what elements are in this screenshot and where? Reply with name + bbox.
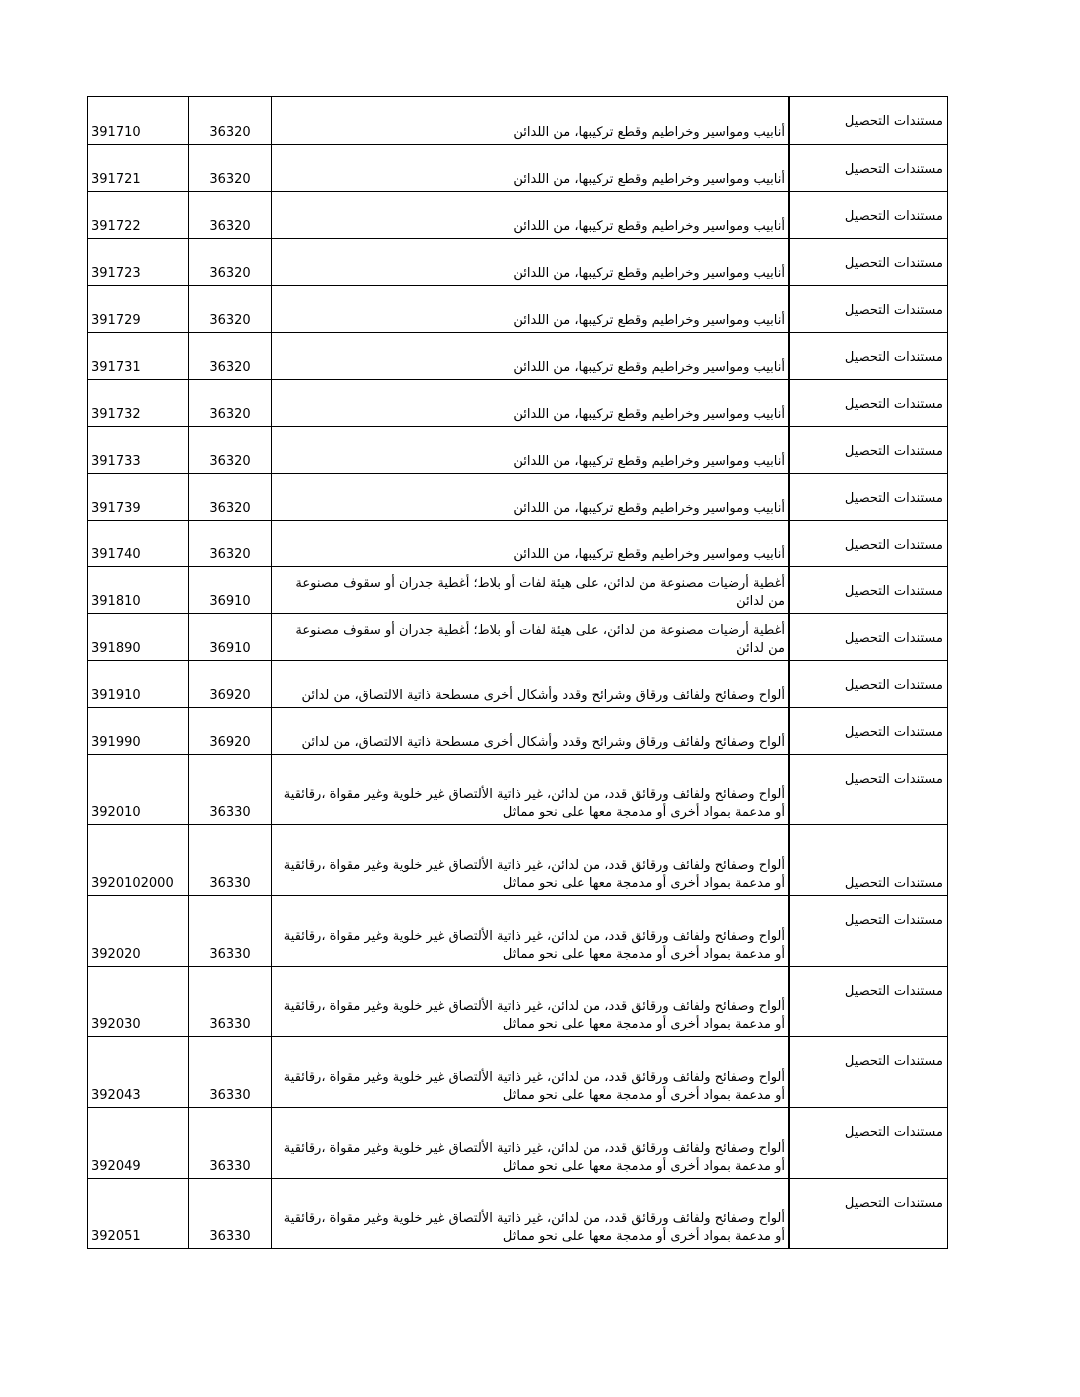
cpc-code-cell: 36920: [189, 708, 272, 755]
hs-code-cell: 391910: [88, 661, 189, 708]
hs-code-cell: 391732: [88, 380, 189, 427]
description-cell: أنابيب ومواسير وخراطيم وقطع تركيبها، من اللدائن: [272, 521, 790, 567]
hs-code-cell: 3920102000: [88, 825, 189, 896]
cpc-code-cell: 36320: [189, 333, 272, 380]
table-row: [88, 97, 948, 145]
category-cell: مستندات التحصيل: [789, 192, 948, 239]
description-cell: أنابيب ومواسير وخراطيم وقطع تركيبها، من اللدائن: [272, 474, 790, 521]
category-cell: مستندات التحصيل: [789, 967, 948, 1037]
hs-code-cell: 391722: [88, 192, 189, 239]
table-row: [88, 967, 948, 1037]
description-cell: أنابيب ومواسير وخراطيم وقطع تركيبها، من اللدائن: [272, 380, 790, 427]
category-cell: مستندات التحصيل: [789, 896, 948, 967]
description-cell: أنابيب ومواسير وخراطيم وقطع تركيبها، من اللدائن: [272, 192, 790, 239]
category-cell: مستندات التحصيل: [789, 614, 948, 661]
description-cell: أنابيب ومواسير وخراطيم وقطع تركيبها، من اللدائن: [272, 239, 790, 286]
hs-code-cell: 391729: [88, 286, 189, 333]
description-cell: ألواح وصفائح ولفائف ورقائق قدد، من لدائن، غير ذاتية الألتصاق غير خلوية وغير مقواة ،رقائقية أو مدعمة بمواد أخرى أو مدمجة معها على نحو مماثل: [272, 825, 790, 896]
hs-code-cell: 391990: [88, 708, 189, 755]
hs-code-cell: 391740: [88, 521, 189, 567]
description-cell: أنابيب ومواسير وخراطيم وقطع تركيبها، من اللدائن: [272, 97, 790, 145]
cpc-code-cell: 36330: [189, 755, 272, 825]
hs-code-cell: 391890: [88, 614, 189, 661]
description-cell: ألواح وصفائح ولفائف ورقائق قدد، من لدائن، غير ذاتية الألتصاق غير خلوية وغير مقواة ،رقائقية أو مدعمة بمواد أخرى أو مدمجة معها على نحو مماثل: [272, 755, 790, 825]
category-cell: مستندات التحصيل: [789, 427, 948, 474]
category-cell: مستندات التحصيل: [789, 567, 948, 614]
description-cell: أنابيب ومواسير وخراطيم وقطع تركيبها، من اللدائن: [272, 333, 790, 380]
category-cell: مستندات التحصيل: [789, 380, 948, 427]
cpc-code-cell: 36330: [189, 1179, 272, 1249]
cpc-code-cell: 36330: [189, 1108, 272, 1179]
hs-code-cell: 391733: [88, 427, 189, 474]
category-cell: مستندات التحصيل: [789, 661, 948, 708]
category-cell: مستندات التحصيل: [789, 145, 948, 192]
table-row: [88, 427, 948, 474]
hs-code-cell: 392010: [88, 755, 189, 825]
category-cell: مستندات التحصيل: [789, 286, 948, 333]
table-row: [88, 1037, 948, 1108]
table-row: [88, 192, 948, 239]
table-row: [88, 286, 948, 333]
cpc-code-cell: 36910: [189, 567, 272, 614]
cpc-code-cell: 36320: [189, 380, 272, 427]
cpc-code-cell: 36320: [189, 521, 272, 567]
table-body: [88, 97, 948, 1249]
table-row: [88, 825, 948, 896]
description-cell: ألواح وصفائح ولفائف ورقاق وشرائح وقدد وأشكال أخرى مسطحة ذاتية الالتصاق، من لدائن: [272, 661, 790, 708]
table-row: [88, 333, 948, 380]
description-cell: أغطية أرضيات مصنوعة من لدائن، على هيئة لفات أو بلاط؛ أغطية جدران أو سقوف مصنوعة من لدائن: [272, 614, 790, 661]
cpc-code-cell: 36330: [189, 825, 272, 896]
cpc-code-cell: 36320: [189, 192, 272, 239]
cpc-code-cell: 36330: [189, 1037, 272, 1108]
category-cell: مستندات التحصيل: [789, 825, 948, 896]
table-row: [88, 145, 948, 192]
hs-code-cell: 391723: [88, 239, 189, 286]
category-cell: مستندات التحصيل: [789, 333, 948, 380]
table-row: [88, 474, 948, 521]
description-cell: أنابيب ومواسير وخراطيم وقطع تركيبها، من اللدائن: [272, 286, 790, 333]
description-cell: أغطية أرضيات مصنوعة من لدائن، على هيئة لفات أو بلاط؛ أغطية جدران أو سقوف مصنوعة من لدائن: [272, 567, 790, 614]
table-row: [88, 521, 948, 567]
description-cell: ألواح وصفائح ولفائف ورقائق قدد، من لدائن، غير ذاتية الألتصاق غير خلوية وغير مقواة ،رقائقية أو مدعمة بمواد أخرى أو مدمجة معها على نحو مماثل: [272, 1179, 790, 1249]
table-row: [88, 239, 948, 286]
hs-code-cell: 392049: [88, 1108, 189, 1179]
table-row: [88, 380, 948, 427]
category-cell: مستندات التحصيل: [789, 239, 948, 286]
table-row: [88, 755, 948, 825]
cpc-code-cell: 36320: [189, 427, 272, 474]
hs-code-cell: 391731: [88, 333, 189, 380]
tariff-table: [87, 96, 948, 1249]
description-cell: ألواح وصفائح ولفائف ورقائق قدد، من لدائن، غير ذاتية الألتصاق غير خلوية وغير مقواة ،رقائقية أو مدعمة بمواد أخرى أو مدمجة معها على نحو مماثل: [272, 896, 790, 967]
table-row: [88, 567, 948, 614]
cpc-code-cell: 36320: [189, 239, 272, 286]
description-cell: أنابيب ومواسير وخراطيم وقطع تركيبها، من اللدائن: [272, 145, 790, 192]
hs-code-cell: 392051: [88, 1179, 189, 1249]
description-cell: ألواح وصفائح ولفائف ورقاق وشرائح وقدد وأشكال أخرى مسطحة ذاتية الالتصاق، من لدائن: [272, 708, 790, 755]
cpc-code-cell: 36320: [189, 474, 272, 521]
table-row: [88, 1179, 948, 1249]
category-cell: مستندات التحصيل: [789, 1037, 948, 1108]
category-cell: مستندات التحصيل: [789, 1179, 948, 1249]
table-row: [88, 708, 948, 755]
table-row: [88, 896, 948, 967]
hs-code-cell: 391721: [88, 145, 189, 192]
description-cell: أنابيب ومواسير وخراطيم وقطع تركيبها، من اللدائن: [272, 427, 790, 474]
hs-code-cell: 392020: [88, 896, 189, 967]
cpc-code-cell: 36330: [189, 967, 272, 1037]
table-row: [88, 1108, 948, 1179]
hs-code-cell: 392030: [88, 967, 189, 1037]
category-cell: مستندات التحصيل: [789, 97, 948, 145]
hs-code-cell: 391710: [88, 97, 189, 145]
category-cell: مستندات التحصيل: [789, 1108, 948, 1179]
cpc-code-cell: 36910: [189, 614, 272, 661]
category-cell: مستندات التحصيل: [789, 755, 948, 825]
description-cell: ألواح وصفائح ولفائف ورقائق قدد، من لدائن، غير ذاتية الألتصاق غير خلوية وغير مقواة ،رقائقية أو مدعمة بمواد أخرى أو مدمجة معها على نحو مماثل: [272, 1037, 790, 1108]
cpc-code-cell: 36320: [189, 145, 272, 192]
table-row: [88, 614, 948, 661]
hs-code-cell: 391739: [88, 474, 189, 521]
table-row: [88, 661, 948, 708]
category-cell: مستندات التحصيل: [789, 521, 948, 567]
cpc-code-cell: 36330: [189, 896, 272, 967]
cpc-code-cell: 36320: [189, 97, 272, 145]
hs-code-cell: 391810: [88, 567, 189, 614]
cpc-code-cell: 36320: [189, 286, 272, 333]
hs-code-cell: 392043: [88, 1037, 189, 1108]
category-cell: مستندات التحصيل: [789, 708, 948, 755]
description-cell: ألواح وصفائح ولفائف ورقائق قدد، من لدائن، غير ذاتية الألتصاق غير خلوية وغير مقواة ،رقائقية أو مدعمة بمواد أخرى أو مدمجة معها على نحو مماثل: [272, 1108, 790, 1179]
description-cell: ألواح وصفائح ولفائف ورقائق قدد، من لدائن، غير ذاتية الألتصاق غير خلوية وغير مقواة ،رقائقية أو مدعمة بمواد أخرى أو مدمجة معها على نحو مماثل: [272, 967, 790, 1037]
category-cell: مستندات التحصيل: [789, 474, 948, 521]
cpc-code-cell: 36920: [189, 661, 272, 708]
